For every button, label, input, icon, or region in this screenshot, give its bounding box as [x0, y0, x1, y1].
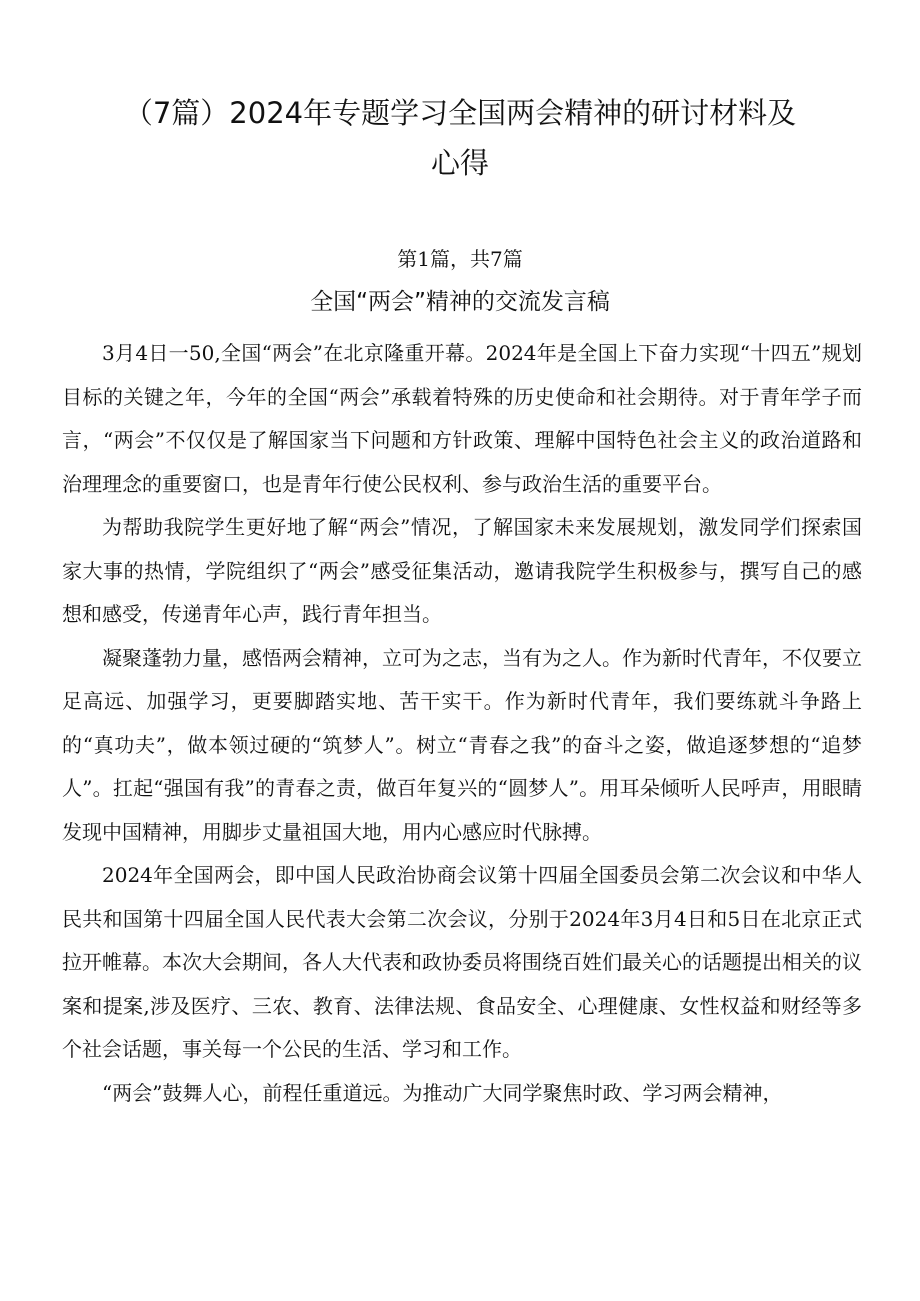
body-text — [62, 332, 862, 1115]
section-title: 全国“两会”精神的交流发言稿 — [310, 289, 610, 315]
section-counter: 第1篇，共7篇 — [397, 247, 523, 271]
paragraph: 凝聚蓬勃力量，感悟两会精神，立可为之志，当有为之人。作为新时代青年，不仅要立足高远、加强学习，更要脚踏实地、苦干实干。作为新时代青年，我们要练就斗争路上的“真功夫”，做本领过硬的“筑梦人”。树立“青春之我”的奋斗之姿，做追逐梦想的“追梦人”。扛起“强国有我”的青春之责，做百年复兴的“圆梦人”。用耳朵倾听人民呼声，用眼睛发现中国精神，用脚步丈量祖国大地，用内心感应时代脉搏。 — [62, 645, 862, 844]
paragraph: “两会”鼓舞人心，前程任重道远。为推动广大同学聚焦时政、学习两会精神， — [102, 1080, 783, 1105]
document-title: （7篇）2024年专题学习全国两会精神的研讨材料及心得 — [123, 96, 797, 180]
paragraph: 为帮助我院学生更好地了解“两会”情况，了解国家未来发展规划，激发同学们探索国家大事的热情，学院组织了“两会”感受征集活动，邀请我院学生积极参与，撰写自己的感想和感受，传递青年心声，践行青年担当。 — [62, 515, 862, 626]
paragraph: 3月4日一50,全国“两会”在北京隆重开幕。2024年是全国上下奋力实现“十四五”规划目标的关键之年，今年的全国“两会”承载着特殊的历史使命和社会期待。对于青年学子而言，“两会”不仅仅是了解国家当下问题和方针政策、理解中国特色社会主义的政治道路和治理理念的重要窗口，也是青年行使公民权利、参与政治生活的重要平台。 — [62, 341, 862, 496]
paragraph: 2024年全国两会，即中国人民政治协商会议第十四届全国委员会第二次会议和中华人民共和国第十四届全国人民代表大会第二次会议，分别于2024年3月4日和5日在北京正式拉开帷幕。本次大会期间，各人大代表和政协委员将围绕百姓们最关心的话题提出相关的议案和提案,涉及医疗、三农、教育、法律法规、食品安全、心理健康、女性权益和财经等多个社会话题，事关每一个公民的生活、学习和工作。 — [62, 863, 862, 1061]
